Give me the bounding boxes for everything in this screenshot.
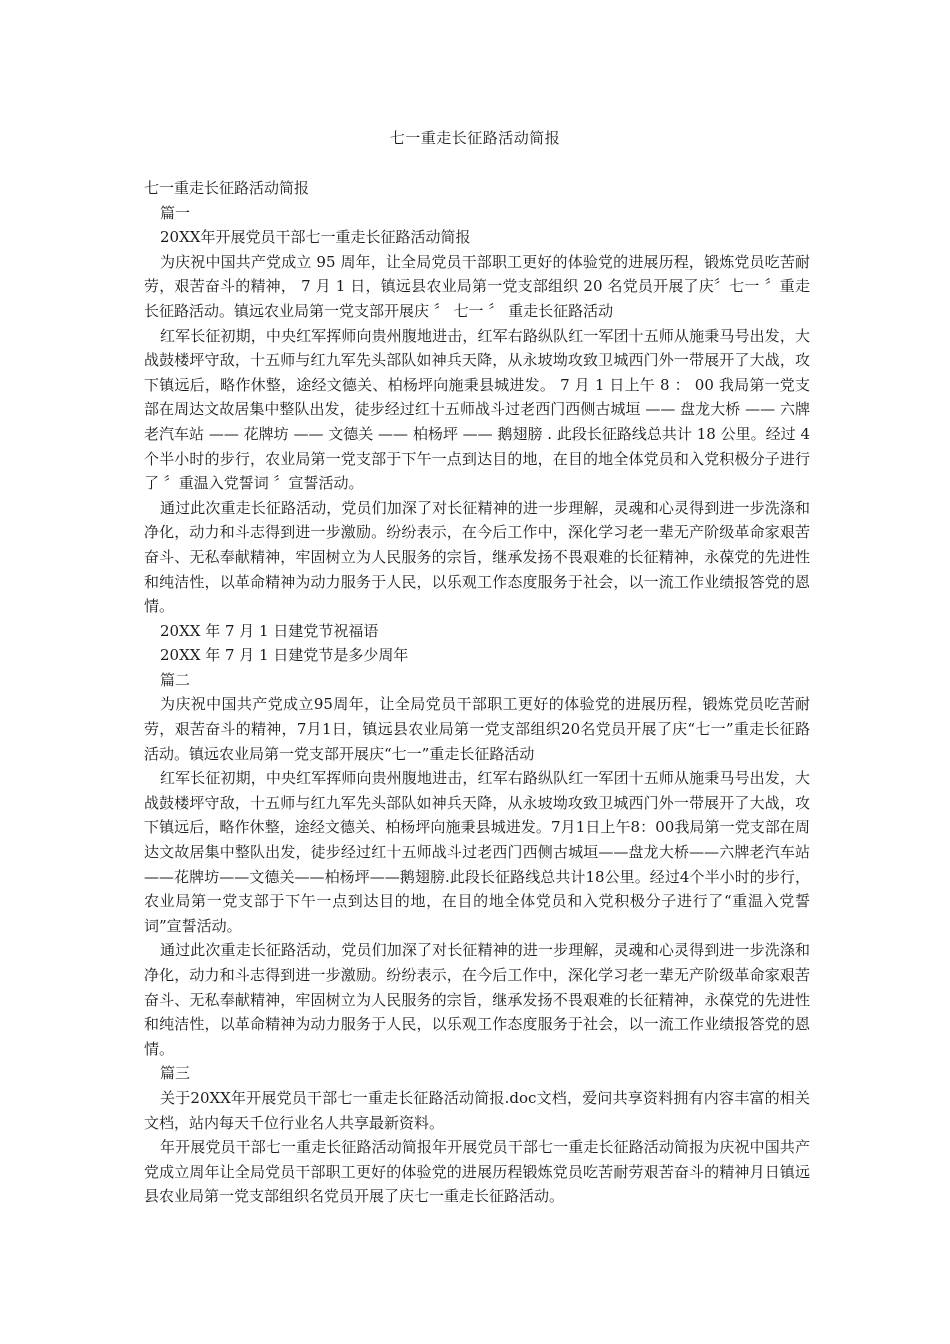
paragraph: 红军长征初期，中央红军挥师向贵州腹地进击，红军右路纵队红一军团十五师从施秉马号出发，大战鼓楼坪守敌，十五师与红九军先头部队如神兵天降，从永坡坳攻致卫城西门外一带展开了大战，攻下镇远后，略作休整，途经文德关、柏杨坪向施秉县城进发。 7 月 1 日上午 8 ： 00 我局第一党支部在周达文故居集中整队出发，徒步经过红十五师战斗过老西门西侧古城垣 —— 盘龙大桥 —— 六牌老汽车站 —— 花牌坊 —— 文德关 —— 柏杨坪 —— 鹅翅膀 . 此段长征路线总共计 18 公里。经过 4 个半小时的步行，农业局第一党支部于下午一点到达目的地，在目的地全体党员和入党积极分子进行了 〞重温入党誓词 〞宣誓活动。 [144,326,810,493]
section-heading-1: 篇一 [160,203,191,222]
section-heading-3: 篇三 [160,1064,191,1083]
section-subtitle: 20XX年开展党员干部七一重走长征路活动简报 [160,228,471,247]
paragraph: 关于20XX年开展党员干部七一重走长征路活动简报.doc文档，爱问共享资料拥有内容丰富的相关文档，站内每天千位行业名人共享最新资料。 [144,1088,810,1132]
paragraph: 为庆祝中国共产党成立 95 周年，让全局党员干部职工更好的体验党的进展历程，锻炼党员吃苦耐劳，艰苦奋斗的精神， 7 月 1 日，镇远县农业局第一党支部组织 20 名党员开展了庆〞七一 〞重走长征路活动。镇远农业局第一党支部开展庆 〞 七一 〞 重走长征路活动 [144,252,810,320]
paragraph: 年开展党员干部七一重走长征路活动简报年开展党员干部七一重走长征路活动简报为庆祝中国共产党成立周年让全局党员干部职工更好的体验党的进展历程锻炼党员吃苦耐劳艰苦奋斗的精神月日镇远县农业局第一党支部组织名党员开展了庆七一重走长征路活动。 [144,1138,810,1206]
paragraph: 通过此次重走长征路活动，党员们加深了对长征精神的进一步理解，灵魂和心灵得到进一步洗涤和净化，动力和斗志得到进一步激励。纷纷表示，在今后工作中，深化学习老一辈无产阶级革命家艰苦奋斗、无私奉献精神，牢固树立为人民服务的宗旨，继承发扬不畏艰难的长征精神，永葆党的先进性和纯洁性，以革命精神为动力服务于人民，以乐观工作态度服务于社会，以一流工作业绩报答党的恩情。 [144,498,810,616]
related-link-text: 20XX 年 7 月 1 日建党节是多少周年 [160,646,409,665]
document-subtitle: 七一重走长征路活动简报 [144,179,310,197]
paragraph: 红军长征初期，中央红军挥师向贵州腹地进击，红军右路纵队红一军团十五师从施秉马号出发，大战鼓楼坪守敌，十五师与红九军先头部队如神兵天降，从永坡坳攻致卫城西门外一带展开了大战，攻下镇远后，略作休整，途经文德关、柏杨坪向施秉县城进发。7月1日上午8：00我局第一党支部在周达文故居集中整队出发，徒步经过红十五师战斗过老西门西侧古城垣——盘龙大桥——六牌老汽车站——花牌坊——文德关——柏杨坪——鹅翅膀.此段长征路线总共计18公里。经过4个半小时的步行，农业局第一党支部于下午一点到达目的地，在目的地全体党员和入党积极分子进行了“重温入党誓词”宣誓活动。 [144,769,810,935]
related-link-text: 20XX 年 7 月 1 日建党节祝福语 [160,621,379,640]
document-body [144,176,810,1209]
section-heading-2: 篇二 [160,670,191,689]
paragraph: 通过此次重走长征路活动，党员们加深了对长征精神的进一步理解，灵魂和心灵得到进一步洗涤和净化，动力和斗志得到进一步激励。纷纷表示，在今后工作中，深化学习老一辈无产阶级革命家艰苦奋斗、无私奉献精神，牢固树立为人民服务的宗旨，继承发扬不畏艰难的长征精神，永葆党的先进性和纯洁性，以革命精神为动力服务于人民，以乐观工作态度服务于社会，以一流工作业绩报答党的恩情。 [144,941,810,1058]
paragraph: 为庆祝中国共产党成立95周年，让全局党员干部职工更好的体验党的进展历程，锻炼党员吃苦耐劳，艰苦奋斗的精神，7月1日，镇远县农业局第一党支部组织20名党员开展了庆“七一”重走长征路活动。镇远农业局第一党支部开展庆“七一”重走长征路活动 [144,695,810,763]
document-title: 七一重走长征路活动简报 [389,129,561,147]
